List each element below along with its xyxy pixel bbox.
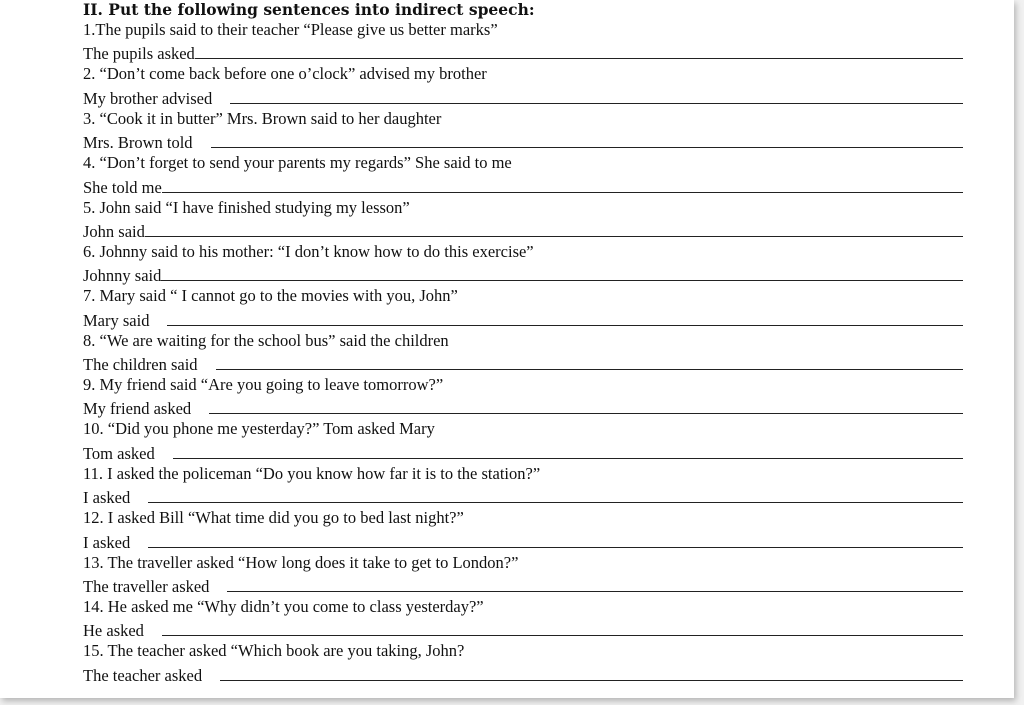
answer-blank[interactable]: [148, 546, 963, 548]
exercise-answer-line: [83, 41, 963, 63]
exercise-question: 12. I asked Bill “What time did you go to bed last night?”: [83, 508, 464, 528]
answer-lead: My friend asked: [83, 399, 192, 419]
answer-lead: He asked: [83, 621, 144, 641]
exercise-question: 9. My friend said “Are you going to leave tomorrow?”: [83, 375, 444, 394]
answer-lead: My brother advised: [83, 88, 213, 108]
exercise-answer-line: [83, 662, 963, 684]
answer-blank[interactable]: [227, 590, 963, 592]
exercise-answer-line: [83, 86, 963, 108]
exercise-question: 3. “Cook it in butter” Mrs. Brown said to her daughter: [83, 108, 442, 128]
exercise-answer-line: [83, 618, 963, 640]
answer-blank[interactable]: [209, 412, 963, 414]
exercise-item-15: [83, 640, 963, 684]
exercise-answer-line: [83, 352, 963, 374]
exercise-answer-line: [83, 485, 963, 507]
exercise-answer-line: [83, 263, 963, 285]
answer-blank[interactable]: [211, 146, 963, 148]
exercise-item-14: [83, 596, 963, 640]
exercise-item-9: [83, 374, 963, 418]
exercise-question: 11. I asked the policeman “Do you know how far it is to the station?”: [83, 463, 541, 483]
answer-blank[interactable]: [173, 457, 963, 459]
answer-lead: Mary said: [83, 310, 150, 330]
exercise-question: 7. Mary said “ I cannot go to the movies with you, John”: [83, 286, 458, 306]
exercise-question: 5. John said “I have finished studying my lesson”: [83, 197, 410, 217]
exercise-question: 6. Johnny said to his mother: “I don’t know how to do this exercise”: [83, 241, 534, 261]
exercise-item-11: [83, 463, 963, 507]
answer-lead: Johnny said: [83, 266, 162, 286]
answer-blank[interactable]: [145, 235, 963, 237]
answer-lead: Tom asked: [83, 443, 155, 463]
exercise-question: 15. The teacher asked “Which book are you taking, John?: [83, 641, 465, 661]
answer-blank[interactable]: [162, 634, 963, 636]
worksheet: [83, 0, 963, 685]
exercise-answer-line: [83, 396, 963, 418]
answer-blank[interactable]: [195, 57, 963, 59]
exercise-item-8: [83, 330, 963, 374]
answer-lead: Mrs. Brown told: [83, 133, 193, 153]
exercise-item-3: [83, 108, 963, 152]
worksheet-heading: II. Put the following sentences into indirect speech:: [83, 0, 535, 19]
answer-blank[interactable]: [161, 279, 963, 281]
answer-lead: I asked: [83, 488, 131, 508]
exercise-question: 8. “We are waiting for the school bus” said the children: [83, 330, 449, 350]
answer-blank[interactable]: [167, 324, 963, 326]
answer-lead: I asked: [83, 532, 131, 552]
exercise-answer-line: [83, 219, 963, 241]
exercise-item-1: [83, 19, 963, 63]
answer-blank[interactable]: [216, 368, 963, 370]
answer-lead: The teacher asked: [83, 665, 203, 685]
exercise-item-13: [83, 552, 963, 596]
exercise-item-6: [83, 241, 963, 285]
answer-blank[interactable]: [162, 191, 963, 193]
answer-blank[interactable]: [230, 102, 963, 104]
exercise-item-4: [83, 152, 963, 196]
exercise-question: 4. “Don’t forget to send your parents my regards” She said to me: [83, 153, 512, 173]
exercise-item-7: [83, 285, 963, 329]
exercise-answer-line: [83, 574, 963, 596]
exercise-answer-line: [83, 307, 963, 329]
exercise-item-10: [83, 418, 963, 462]
exercise-item-5: [83, 197, 963, 241]
answer-lead: The children said: [83, 355, 198, 374]
exercise-answer-line: [83, 441, 963, 463]
exercise-answer-line: [83, 130, 963, 152]
exercise-question: 1.The pupils said to their teacher “Please give us better marks”: [83, 20, 498, 39]
exercise-answer-line: [83, 529, 963, 551]
exercise-answer-line: [83, 174, 963, 196]
answer-blank[interactable]: [148, 501, 963, 503]
exercise-question: 14. He asked me “Why didn’t you come to class yesterday?”: [83, 596, 484, 616]
exercise-item-2: [83, 63, 963, 107]
answer-lead: The traveller asked: [83, 576, 210, 596]
answer-lead: She told me: [83, 177, 162, 197]
exercise-item-12: [83, 507, 963, 551]
exercise-question: 2. “Don’t come back before one o’clock” advised my brother: [83, 64, 487, 84]
exercise-question: 10. “Did you phone me yesterday?” Tom asked Mary: [83, 419, 435, 439]
answer-lead: The pupils asked: [83, 44, 195, 64]
answer-lead: John said: [83, 221, 145, 241]
answer-blank[interactable]: [220, 679, 963, 681]
exercise-question: 13. The traveller asked “How long does it take to get to London?”: [83, 552, 519, 572]
